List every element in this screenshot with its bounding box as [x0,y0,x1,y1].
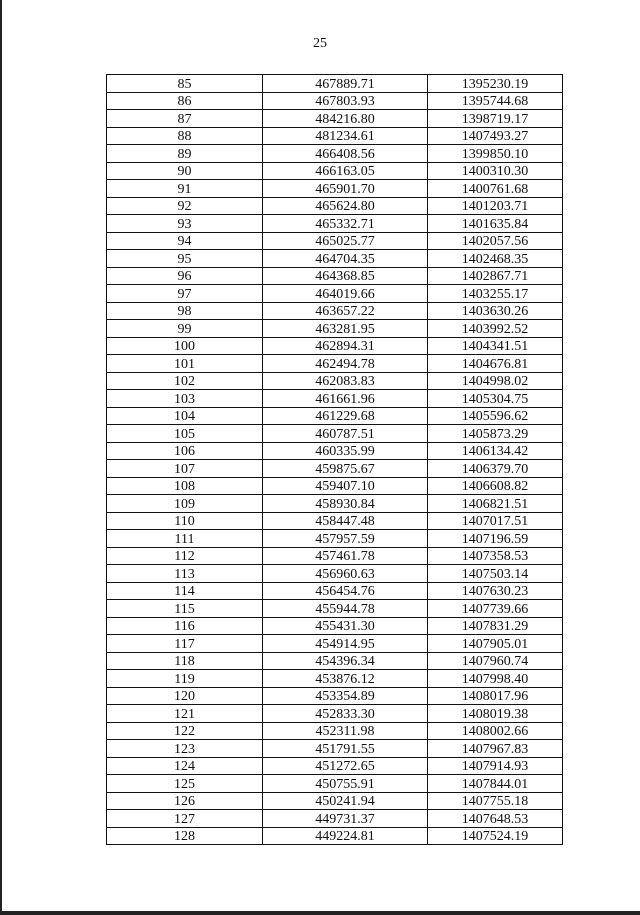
y-coordinate-cell: 1404341.51 [428,337,563,355]
point-number-cell: 94 [107,232,263,250]
table-row [107,320,563,338]
table-row [107,442,563,460]
point-number-cell: 118 [107,652,263,670]
table-row [107,635,563,653]
x-coordinate-cell: 453354.89 [263,687,428,705]
table-row [107,600,563,618]
y-coordinate-cell: 1407648.53 [428,810,563,828]
point-number-cell: 104 [107,407,263,425]
y-coordinate-cell: 1405596.62 [428,407,563,425]
point-number-cell: 123 [107,740,263,758]
point-number-cell: 105 [107,425,263,443]
y-coordinate-cell: 1407196.59 [428,530,563,548]
x-coordinate-cell: 466163.05 [263,162,428,180]
table-row [107,740,563,758]
table-row [107,285,563,303]
table-row [107,495,563,513]
point-number-cell: 128 [107,827,263,845]
y-coordinate-cell: 1395744.68 [428,92,563,110]
x-coordinate-cell: 455944.78 [263,600,428,618]
x-coordinate-cell: 454396.34 [263,652,428,670]
x-coordinate-cell: 452311.98 [263,722,428,740]
y-coordinate-cell: 1407739.66 [428,600,563,618]
point-number-cell: 100 [107,337,263,355]
y-coordinate-cell: 1406379.70 [428,460,563,478]
x-coordinate-cell: 462083.83 [263,372,428,390]
table-row [107,127,563,145]
point-number-cell: 101 [107,355,263,373]
table-row [107,827,563,845]
x-coordinate-cell: 460335.99 [263,442,428,460]
table-row [107,670,563,688]
x-coordinate-cell: 452833.30 [263,705,428,723]
point-number-cell: 99 [107,320,263,338]
table-row [107,145,563,163]
table-row [107,687,563,705]
point-number-cell: 107 [107,460,263,478]
point-number-cell: 120 [107,687,263,705]
x-coordinate-cell: 454914.95 [263,635,428,653]
point-number-cell: 97 [107,285,263,303]
table-row [107,180,563,198]
table-row [107,565,563,583]
y-coordinate-cell: 1407503.14 [428,565,563,583]
y-coordinate-cell: 1401203.71 [428,197,563,215]
point-number-cell: 115 [107,600,263,618]
y-coordinate-cell: 1404998.02 [428,372,563,390]
point-number-cell: 91 [107,180,263,198]
y-coordinate-cell: 1399850.10 [428,145,563,163]
point-number-cell: 103 [107,390,263,408]
x-coordinate-cell: 450241.94 [263,792,428,810]
y-coordinate-cell: 1407358.53 [428,547,563,565]
point-number-cell: 124 [107,757,263,775]
y-coordinate-cell: 1402057.56 [428,232,563,250]
table-row [107,792,563,810]
y-coordinate-cell: 1400310.30 [428,162,563,180]
table-row [107,425,563,443]
coordinate-table [106,74,563,845]
y-coordinate-cell: 1407905.01 [428,635,563,653]
table-row [107,775,563,793]
y-coordinate-cell: 1407755.18 [428,792,563,810]
table-row [107,757,563,775]
table-row [107,617,563,635]
table-row [107,477,563,495]
x-coordinate-cell: 461229.68 [263,407,428,425]
y-coordinate-cell: 1407844.01 [428,775,563,793]
y-coordinate-cell: 1408002.66 [428,722,563,740]
table-row [107,92,563,110]
point-number-cell: 86 [107,92,263,110]
y-coordinate-cell: 1404676.81 [428,355,563,373]
table-row [107,652,563,670]
y-coordinate-cell: 1407493.27 [428,127,563,145]
y-coordinate-cell: 1407998.40 [428,670,563,688]
y-coordinate-cell: 1401635.84 [428,215,563,233]
y-coordinate-cell: 1407524.19 [428,827,563,845]
x-coordinate-cell: 465901.70 [263,180,428,198]
x-coordinate-cell: 457461.78 [263,547,428,565]
x-coordinate-cell: 467803.93 [263,92,428,110]
point-number-cell: 121 [107,705,263,723]
y-coordinate-cell: 1407914.93 [428,757,563,775]
x-coordinate-cell: 456960.63 [263,565,428,583]
table-row [107,460,563,478]
x-coordinate-cell: 458447.48 [263,512,428,530]
y-coordinate-cell: 1408019.38 [428,705,563,723]
table-row [107,512,563,530]
point-number-cell: 110 [107,512,263,530]
point-number-cell: 127 [107,810,263,828]
table-row [107,215,563,233]
point-number-cell: 126 [107,792,263,810]
point-number-cell: 119 [107,670,263,688]
x-coordinate-cell: 457957.59 [263,530,428,548]
table-row [107,267,563,285]
point-number-cell: 113 [107,565,263,583]
table-row [107,337,563,355]
y-coordinate-cell: 1395230.19 [428,75,563,93]
x-coordinate-cell: 451272.65 [263,757,428,775]
x-coordinate-cell: 484216.80 [263,110,428,128]
x-coordinate-cell: 481234.61 [263,127,428,145]
x-coordinate-cell: 465624.80 [263,197,428,215]
point-number-cell: 114 [107,582,263,600]
y-coordinate-cell: 1407017.51 [428,512,563,530]
point-number-cell: 106 [107,442,263,460]
point-number-cell: 98 [107,302,263,320]
table-row [107,530,563,548]
y-coordinate-cell: 1407630.23 [428,582,563,600]
point-number-cell: 85 [107,75,263,93]
table-row [107,582,563,600]
x-coordinate-cell: 464019.66 [263,285,428,303]
x-coordinate-cell: 451791.55 [263,740,428,758]
x-coordinate-cell: 450755.91 [263,775,428,793]
y-coordinate-cell: 1407967.83 [428,740,563,758]
page-number: 25 [313,36,327,51]
page-edge-bottom [0,911,640,915]
x-coordinate-cell: 458930.84 [263,495,428,513]
point-number-cell: 87 [107,110,263,128]
x-coordinate-cell: 466408.56 [263,145,428,163]
y-coordinate-cell: 1406821.51 [428,495,563,513]
x-coordinate-cell: 459875.67 [263,460,428,478]
x-coordinate-cell: 453876.12 [263,670,428,688]
x-coordinate-cell: 449224.81 [263,827,428,845]
y-coordinate-cell: 1406134.42 [428,442,563,460]
x-coordinate-cell: 463657.22 [263,302,428,320]
table-row [107,232,563,250]
point-number-cell: 89 [107,145,263,163]
point-number-cell: 111 [107,530,263,548]
table-row [107,705,563,723]
y-coordinate-cell: 1403255.17 [428,285,563,303]
y-coordinate-cell: 1407960.74 [428,652,563,670]
x-coordinate-cell: 449731.37 [263,810,428,828]
x-coordinate-cell: 459407.10 [263,477,428,495]
table-row [107,302,563,320]
table-row [107,110,563,128]
y-coordinate-cell: 1405873.29 [428,425,563,443]
point-number-cell: 90 [107,162,263,180]
point-number-cell: 125 [107,775,263,793]
point-number-cell: 112 [107,547,263,565]
point-number-cell: 88 [107,127,263,145]
coordinate-table-body [107,75,563,845]
point-number-cell: 93 [107,215,263,233]
table-row [107,355,563,373]
point-number-cell: 96 [107,267,263,285]
x-coordinate-cell: 462894.31 [263,337,428,355]
y-coordinate-cell: 1402867.71 [428,267,563,285]
x-coordinate-cell: 460787.51 [263,425,428,443]
table-row [107,407,563,425]
x-coordinate-cell: 456454.76 [263,582,428,600]
x-coordinate-cell: 465025.77 [263,232,428,250]
x-coordinate-cell: 465332.71 [263,215,428,233]
y-coordinate-cell: 1400761.68 [428,180,563,198]
x-coordinate-cell: 463281.95 [263,320,428,338]
table-row [107,390,563,408]
point-number-cell: 92 [107,197,263,215]
y-coordinate-cell: 1408017.96 [428,687,563,705]
table-row [107,722,563,740]
point-number-cell: 108 [107,477,263,495]
y-coordinate-cell: 1405304.75 [428,390,563,408]
point-number-cell: 116 [107,617,263,635]
y-coordinate-cell: 1407831.29 [428,617,563,635]
x-coordinate-cell: 467889.71 [263,75,428,93]
x-coordinate-cell: 455431.30 [263,617,428,635]
y-coordinate-cell: 1398719.17 [428,110,563,128]
table-row [107,75,563,93]
point-number-cell: 102 [107,372,263,390]
point-number-cell: 95 [107,250,263,268]
x-coordinate-cell: 461661.96 [263,390,428,408]
x-coordinate-cell: 462494.78 [263,355,428,373]
point-number-cell: 109 [107,495,263,513]
y-coordinate-cell: 1406608.82 [428,477,563,495]
x-coordinate-cell: 464704.35 [263,250,428,268]
point-number-cell: 122 [107,722,263,740]
table-row [107,250,563,268]
point-number-cell: 117 [107,635,263,653]
y-coordinate-cell: 1403992.52 [428,320,563,338]
y-coordinate-cell: 1403630.26 [428,302,563,320]
table-row [107,162,563,180]
table-row [107,372,563,390]
y-coordinate-cell: 1402468.35 [428,250,563,268]
x-coordinate-cell: 464368.85 [263,267,428,285]
page-edge-left [0,0,2,915]
table-row [107,197,563,215]
table-row [107,810,563,828]
table-row [107,547,563,565]
